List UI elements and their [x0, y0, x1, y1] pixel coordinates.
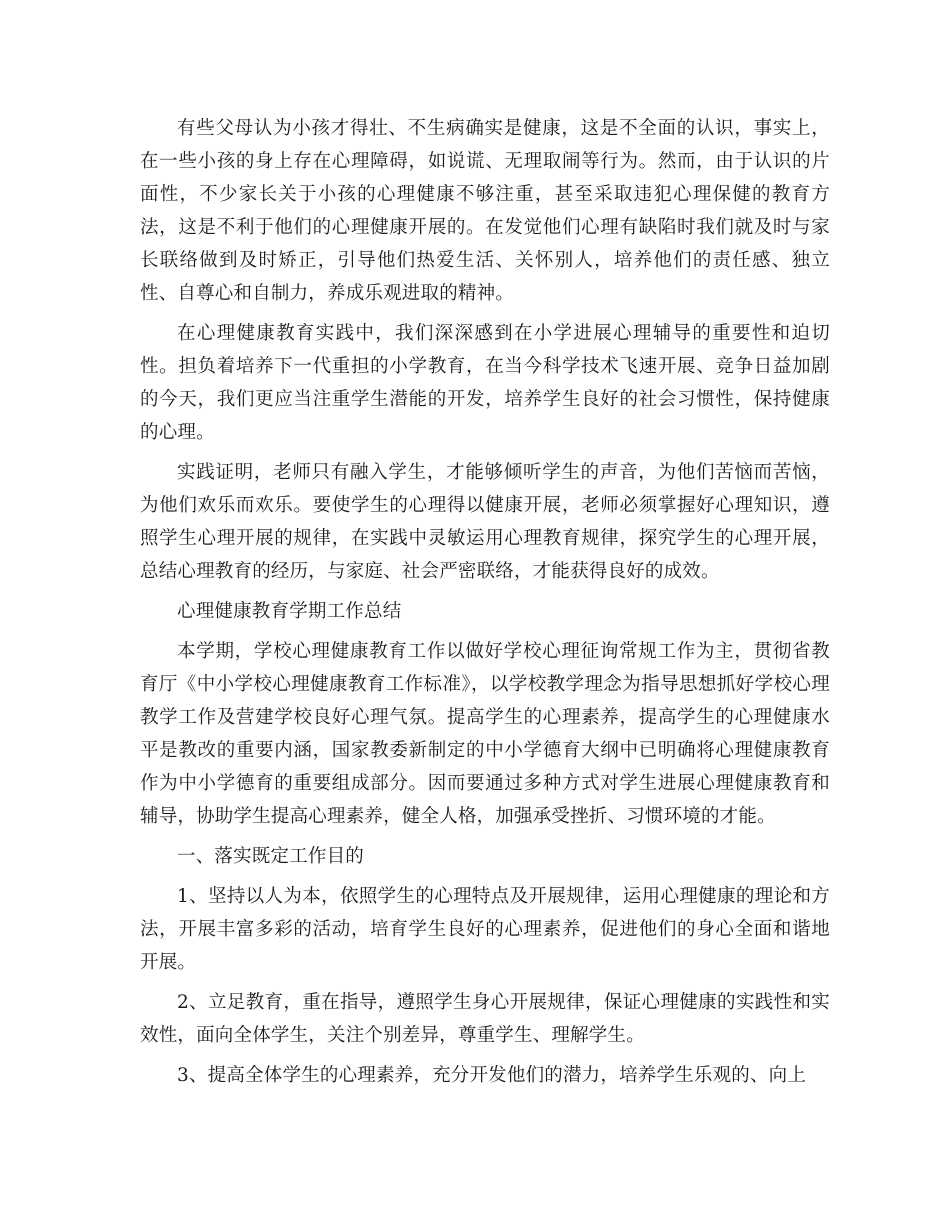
list-item-1: 1、坚持以人为本，依照学生的心理特点及开展规律，运用心理健康的理论和方法，开展丰富多彩的活动，培育学生良好的心理素养，促进他们的身心全面和谐地开展。 — [140, 886, 830, 973]
list-item-3: 3、提高全体学生的心理素养，充分开发他们的潜力，培养学生乐观的、向上 — [177, 1065, 807, 1086]
paragraph-practice-proof: 实践证明，老师只有融入学生，才能够倾听学生的声音，为他们苦恼而苦恼，为他们欢乐而欢乐。要使学生的心理得以健康开展，老师必须掌握好心理知识，遵照学生心理开展的规律，在实践中灵敏运用心理教育规律，探究学生的心理开展，总结心理教育的经历，与家庭、社会严密联络，才能获得良好的成效。 — [140, 462, 830, 582]
paragraph-parents-views: 有些父母认为小孩才得壮、不生病确实是健康，这是不全面的认识，事实上，在一些小孩的身上存在心理障碍，如说谎、无理取闹等行为。然而，由于认识的片面性，不少家长关于小孩的心理健康不够注重，甚至采取违犯心理保健的教育方法，这是不利于他们的心理健康开展的。在发觉他们心理有缺陷时我们就及时与家长联络做到及时矫正，引导他们热爱生活、关怀别人，培养他们的责任感、独立性、自尊心和自制力，养成乐观进取的精神。 — [140, 118, 830, 304]
subheading-goals: 一、落实既定工作目的 — [177, 846, 365, 867]
paragraph-practice-urgency: 在心理健康教育实践中，我们深深感到在小学进展心理辅导的重要性和迫切性。担负着培养下一代重担的小学教育，在当今科学技术飞速开展、竞争日益加剧的今天，我们更应当注重学生潜能的开发，培养学生良好的社会习惯性，保持健康的心理。 — [140, 323, 830, 443]
section-title: 心理健康教育学期工作总结 — [177, 601, 402, 622]
document-body — [140, 112, 830, 1099]
list-item-2: 2、立足教育，重在指导，遵照学生身心开展规律，保证心理健康的实践性和实效性，面向全体学生，关注个别差异，尊重学生、理解学生。 — [140, 992, 830, 1046]
paragraph-semester-summary: 本学期，学校心理健康教育工作以做好学校心理征询常规工作为主，贯彻省教育厅《中小学校心理健康教育工作标准》，以学校教学理念为指导思想抓好学校心理教学工作及营建学校良好心理气氛。提高学生的心理素养，提高学生的心理健康水平是教改的重要内涵，国家教委新制定的中小学德育大纲中已明确将心理健康教育作为中小学德育的重要组成部分。因而要通过多种方式对学生进展心理健康教育和辅导，协助学生提高心理素养，健全人格，加强承受挫折、习惯环境的才能。 — [140, 641, 830, 827]
